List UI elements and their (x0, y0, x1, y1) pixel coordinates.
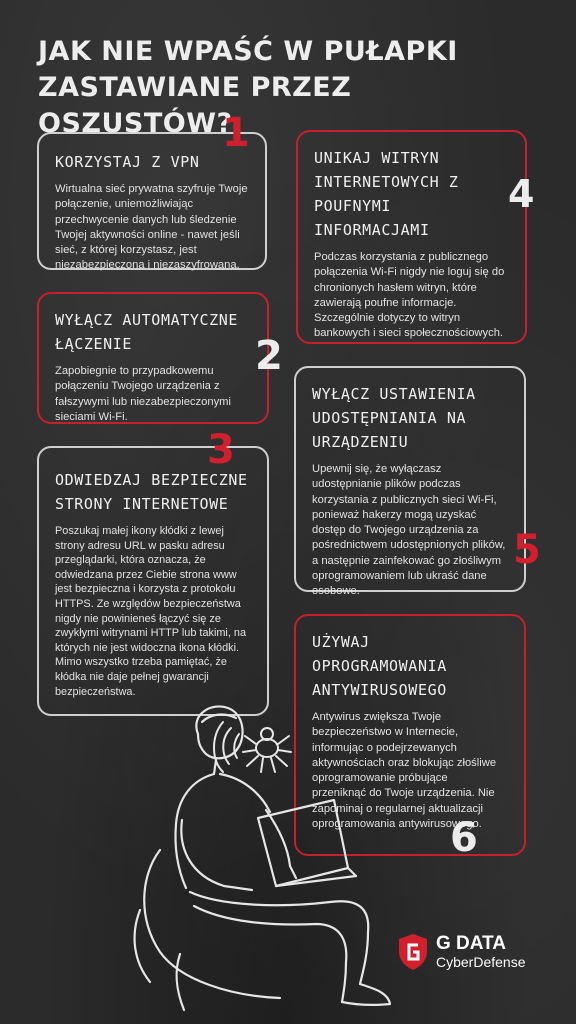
spider-bug-icon (213, 714, 303, 784)
tip-body: Podczas korzystania z publicznego połączenia Wi-Fi nigdy nie loguj się do chronionych hasłem witryn, które zawierają poufne informacje. Szczególnie dotyczy to witryn bankowych i sieci społecznościowych. (314, 251, 505, 340)
tip-body: Zapobiegnie to przypadkowemu połączeniu Twojego urządzenia z fałszywymi lub niezabezpieczonymi sieciami Wi-Fi. (55, 365, 231, 423)
tip-heading: WYŁĄCZ USTAWIENIA UDOSTĘPNIANIA NA URZĄDZENIU (312, 385, 476, 451)
gdata-shield-icon (398, 933, 428, 971)
logo-brand: G DATA (436, 932, 507, 954)
tip-card-avoid-sensitive-sites (296, 130, 527, 344)
page-title: JAK NIE WPAŚĆ W PUŁAPKI ZASTAWIANE PRZEZ OSZUSTÓW? (38, 36, 458, 139)
tip-heading: KORZYSTAJ Z VPN (55, 153, 200, 171)
tip-number-2: 2 (255, 333, 283, 379)
tip-number-1: 1 (222, 110, 250, 156)
tip-card-sharing-settings (294, 366, 526, 598)
tip-heading: ODWIEDZAJ BEZPIECZNE STRONY INTERNETOWE (55, 471, 248, 513)
tip-card-auto-connect (37, 292, 269, 424)
tip-number-6: 6 (450, 815, 478, 861)
gdata-logo (398, 928, 548, 976)
tip-number-4: 4 (508, 172, 535, 216)
tip-number-3: 3 (207, 427, 235, 473)
tip-body: Upewnij się, że wyłączasz udostępnianie plików podczas korzystania z publicznych sieci Wi-Fi, ponieważ hakerzy mogą uzyskać dostęp do Twojego urządzenia za pośrednictwem udostępnionych plików, a następnie zainfekować go złośliwym oprogramowaniem lub ukraść dane osobowe. (312, 463, 506, 598)
tip-heading: UNIKAJ WITRYN INTERNETOWYCH Z POUFNYMI INFORMACJAMI (314, 149, 459, 239)
tip-card-secure-sites (37, 446, 269, 716)
logo-tagline: CyberDefense (436, 953, 526, 970)
tip-heading: UŻYWAJ OPROGRAMOWANIA ANTYWIRUSOWEGO (312, 633, 447, 699)
tip-heading: WYŁĄCZ AUTOMATYCZNE ŁĄCZENIE (55, 311, 238, 353)
tip-body: Wirtualna sieć prywatna szyfruje Twoje połączenie, uniemożliwiając przechwycenie danych lub śledzenie Twojej aktywności online - nawet jeśli sieć, z której korzystasz, jest niezabezpieczona i niezaszyfrowana. (55, 183, 248, 272)
tip-body: Poszukaj małej ikony kłódki z lewej strony adresu URL w pasku adresu przeglądarki, która oznacza, że odwiedzana przez Ciebie strona www jest bezpieczna i korzysta z protokołu HTTPS. Ze względów bezpieczeństwa nigdy nie powinieneś łączyć się ze zwykłymi witrynami HTTP lub takimi, na których nie jest widoczna ikona kłódki. Mimo wszystko trzeba pamiętać, że kłódka nie daje pełnej gwarancji bezpieczeństwa. (55, 525, 247, 698)
tip-body: Antywirus zwiększa Twoje bezpieczeństwo w Internecie, informując o podejrzewanych aktywnościach oraz blokując złośliwe oprogramowanie próbujące przeniknąć do Twoje urządzenia. Nie zapominaj o regularnej aktualizacji oprogramowania antywirusowego. (312, 711, 497, 831)
tip-number-5: 5 (513, 527, 541, 573)
